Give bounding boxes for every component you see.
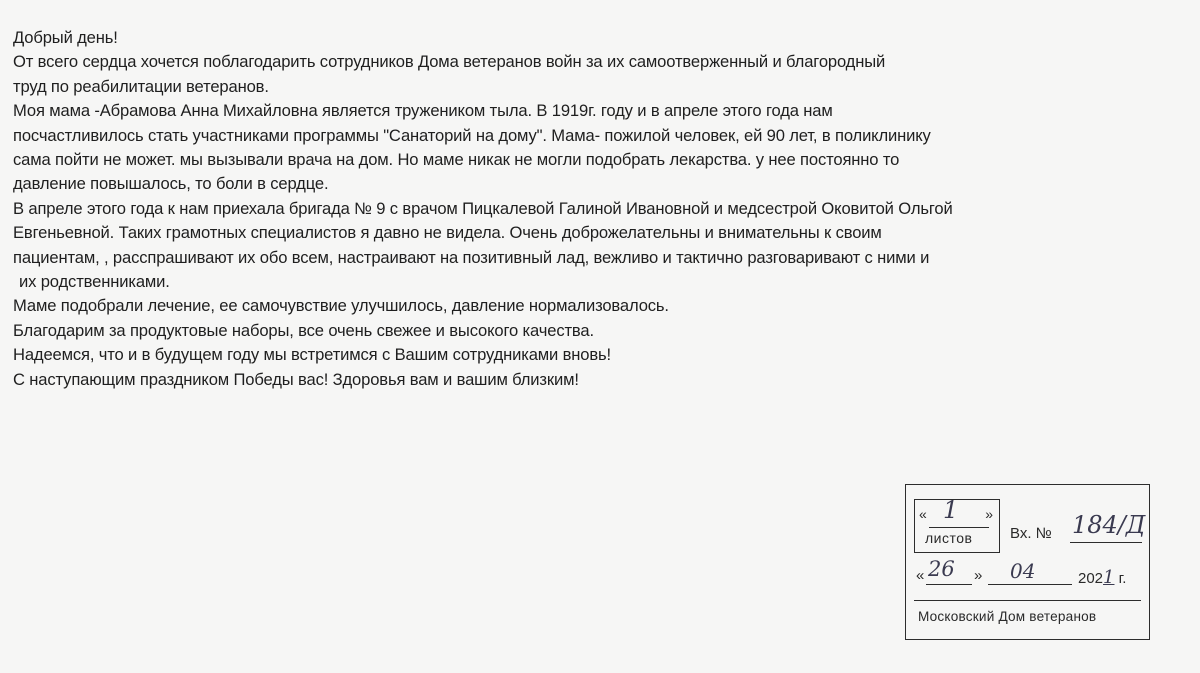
letter-line: посчастливилось стать участниками программы "Санаторий на дому". Мама- пожилой человек, ей 90 лет, в поликлинику [13,125,931,145]
year-suffix: г. [1118,570,1127,587]
sheet-count-underline [929,527,989,528]
date-year [1078,567,1126,588]
letter-line: Надеемся, что и в будущем году мы встретимся с Вашим сотрудниками вновь! [13,345,612,365]
letter-line: Маме подобрали лечение, ее самочувствие улучшилось, давление нормализовалось. [13,296,669,316]
letter-line: труд по реабилитации ветеранов. [13,76,269,96]
sheets-label: листов [925,530,973,546]
stamp-close-quote: » [985,506,993,522]
handwritten-date-month: 04 [1010,559,1036,583]
stamp-open-quote: « [919,506,927,522]
stamp-date-row [914,555,1146,588]
incoming-number-underline [1070,542,1142,543]
letter-line: пациентам, , расспрашивают их обо всем, настраивают на позитивный лад, вежливо и тактично разговаривают с ними и [13,247,930,267]
letter-body [13,26,1173,392]
letter-line: В апреле этого года к нам приехала бригада № 9 с врачом Пицкалевой Галиной Ивановной и медсестрой Оковитой Ольгой [13,198,953,218]
handwritten-date-day: 26 [928,557,955,581]
letter-line-closing: С наступающим праздником Победы вас! Здоровья вам и вашим близким! [13,369,579,389]
letter-line: сама пойти не может. мы вызывали врача на дом. Но маме никак не могли подобрать лекарства. у нее постоянно то [13,150,900,170]
handwritten-incoming-number: 184/Д [1072,511,1146,539]
letter-line: Благодарим за продуктовые наборы, все очень свежее и высокого качества. [13,320,594,340]
date-close-quote: » [974,567,983,584]
stamp-organization: Московский Дом ветеранов [918,609,1097,624]
handwritten-sheet-count: 1 [943,496,959,524]
date-year-prefix: 202 [1078,570,1104,587]
date-open-quote: « [916,567,925,584]
letter-line: Моя мама -Абрамова Анна Михайловна является тружеником тыла. В 1919г. году и в апреле этого года нам [13,101,833,121]
date-day-underline [926,584,972,585]
stamp-divider [914,600,1141,601]
letter-line: Евгеньевной. Таких грамотных специалистов я давно не видела. Очень доброжелательны и внимательны к своим [13,223,882,243]
date-month-underline [988,584,1072,585]
registration-stamp [905,484,1150,640]
letter-line: давление повышалось, то боли в сердце. [13,174,329,194]
letter-line: их родственниками. [19,272,170,292]
sheet-count-box [914,496,1000,553]
incoming-label: Вх. № [1010,525,1052,542]
letter-line: От всего сердца хочется поблагодарить сотрудников Дома ветеранов войн за их самоотверженный и благородный [13,52,886,72]
letter-line-greeting: Добрый день! [13,28,118,47]
handwritten-year-digit: 1 [1103,567,1115,588]
